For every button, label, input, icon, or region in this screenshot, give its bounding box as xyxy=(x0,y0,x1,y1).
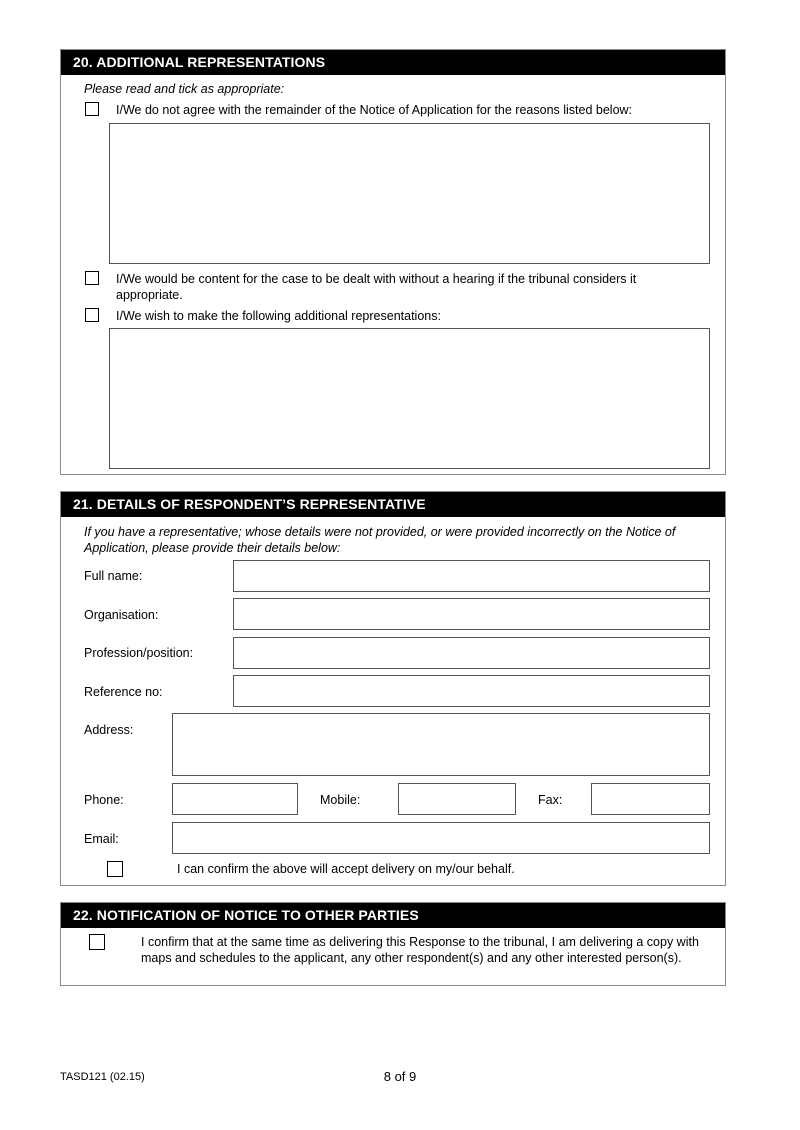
full-name-input[interactable] xyxy=(233,560,710,592)
section-21-instruction: If you have a representative; whose details were not provided, or were provided incorrectly on the Notice of Application, please provide their details below: xyxy=(84,525,676,555)
mobile-input[interactable] xyxy=(398,783,516,815)
phone-label: Phone: xyxy=(84,793,124,807)
fax-label: Fax: xyxy=(538,793,563,807)
email-input[interactable] xyxy=(172,822,710,854)
organisation-input[interactable] xyxy=(233,598,710,630)
additional-representations-checkbox[interactable] xyxy=(85,308,99,322)
disagree-label: I/We do not agree with the remainder of the Notice of Application for the reasons listed below: xyxy=(116,103,633,117)
profession-input[interactable] xyxy=(233,637,710,669)
section-21-title: 21. DETAILS OF RESPONDENT’S REPRESENTATIVE xyxy=(61,492,725,517)
no-hearing-checkbox[interactable] xyxy=(85,271,99,285)
disagree-reasons-textarea[interactable] xyxy=(109,123,710,264)
disagree-checkbox[interactable] xyxy=(85,102,99,116)
additional-representations-label: I/We wish to make the following additional representations: xyxy=(116,309,441,323)
additional-representations-textarea[interactable] xyxy=(109,328,710,469)
email-label: Email: xyxy=(84,832,119,846)
accept-delivery-label: I can confirm the above will accept delivery on my/our behalf. xyxy=(177,862,515,876)
reference-input[interactable] xyxy=(233,675,710,707)
reference-label: Reference no: xyxy=(84,685,163,699)
mobile-label: Mobile: xyxy=(320,793,361,807)
profession-label: Profession/position: xyxy=(84,646,194,660)
accept-delivery-checkbox[interactable] xyxy=(107,861,123,877)
notify-parties-checkbox[interactable] xyxy=(89,934,105,950)
section-22-title: 22. NOTIFICATION OF NOTICE TO OTHER PARTIES xyxy=(61,903,725,928)
section-20-title: 20. ADDITIONAL REPRESENTATIONS xyxy=(61,50,725,75)
full-name-label: Full name: xyxy=(84,569,143,583)
form-code: TASD121 (02.15) xyxy=(60,1071,145,1083)
section-20-instruction: Please read and tick as appropriate: xyxy=(84,82,285,96)
page-number: 8 of 9 xyxy=(383,1069,417,1084)
organisation-label: Organisation: xyxy=(84,608,159,622)
address-textarea[interactable] xyxy=(172,713,710,776)
no-hearing-label: I/We would be content for the case to be dealt with without a hearing if the tribunal considers it appropriate. xyxy=(116,272,637,302)
fax-input[interactable] xyxy=(591,783,710,815)
notify-parties-label: I confirm that at the same time as delivering this Response to the tribunal, I am delivering a copy with maps and schedules to the applicant, any other respondent(s) and any other interested person(s). xyxy=(141,935,699,965)
address-label: Address: xyxy=(84,723,134,737)
phone-input[interactable] xyxy=(172,783,298,815)
